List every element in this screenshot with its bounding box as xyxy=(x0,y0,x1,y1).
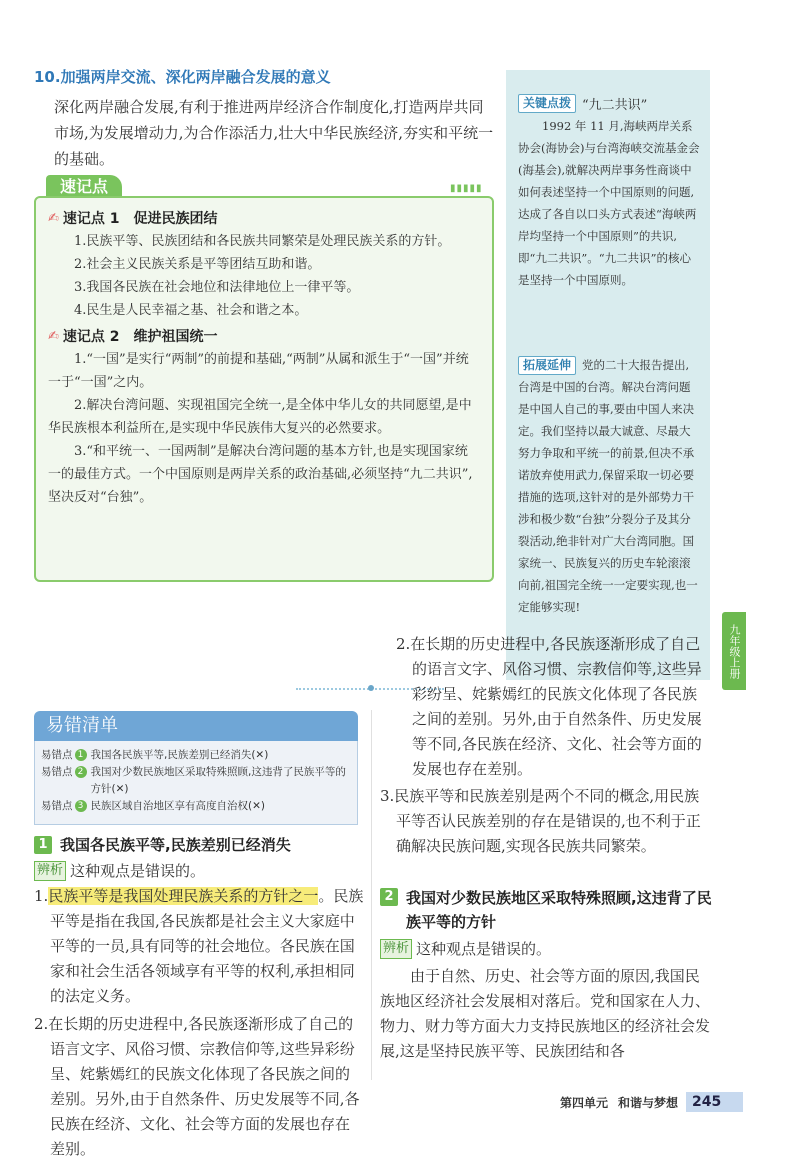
extension-badge: 拓展延伸 xyxy=(518,356,576,375)
error-label: 易错点 xyxy=(41,749,73,761)
key-point-text: 1992 年 11 月,海峡两岸关系协会(海协会)与台湾海峡交流基金会(海基会),就解决两岸事务性商谈中如何表述坚持一个中国原则的问题,达成了各自以口头方式表述“海峡两岸均坚持一个中国原则”的共识,即“九二共识”。“九二共识”的核心是坚持一个中国原则。 xyxy=(518,119,700,287)
note-title-1: 促进民族团结 xyxy=(133,211,218,227)
error-item-1-point-2-continued xyxy=(380,635,710,784)
point-text-continued: 2.在长期的历史进程中,各民族逐渐形成了自己的语言文字、风俗习惯、宗教信仰等,这些异彩纷呈、姹紫嫣红的民族文化体现了各民族之间的差别。另外,由于自然条件、历史发展等不同,各民族在经济、文化、社会等方面的发展也存在差别。 xyxy=(396,635,702,778)
extension-text: 党的二十大报告提出,台湾是中国的台湾。解决台湾问题是中国人自己的事,要由中国人来决定。我们坚持以最大诚意、尽最大努力争取和平统一的前景,但决不承诺放弃使用武力,保留采取一切必要措施的选项,这针对的是外部势力干涉和极少数“台独”分裂分子及其分裂活动,绝非针对广大台湾同胞。国家统一、民族复兴的历史车轮滚滚向前,祖国完全统一一定要实现,也一定能够实现! xyxy=(518,358,698,614)
section-body: 深化两岸融合发展,有利于推进两岸经济合作制度化,打造两岸共同市场,为发展增动力,为合作添活力,壮大中华民族经济,夯实和平统一的基础。 xyxy=(54,98,494,168)
item-number-badge: 1 xyxy=(34,836,52,854)
item-number-badge: 2 xyxy=(380,888,398,906)
error-number-badge: 1 xyxy=(75,749,87,761)
note-label-1: 速记点 1 xyxy=(62,211,120,227)
error-text: 民族区域自治地区享有高度自治权(✕) xyxy=(90,800,265,812)
error-item-2-title: 我国对少数民族地区采取特殊照顾,这违背了民族平等的方针 xyxy=(406,889,712,931)
point-prefix: 1. xyxy=(34,887,49,905)
extension-paragraph xyxy=(518,354,700,618)
extension-block xyxy=(518,354,700,618)
note-label-2: 速记点 2 xyxy=(62,329,120,345)
error-text: 我国对少数民族地区采取特殊照顾,这违背了民族平等的方针(✕) xyxy=(90,766,346,795)
error-list-item xyxy=(41,747,351,764)
error-list-box xyxy=(34,741,358,825)
error-label: 易错点 xyxy=(41,766,73,778)
note-item: 2.解决台湾问题、实现祖国完全统一,是全体中华儿女的共同愿望,是中华民族根本利益所在,是实现中华民族伟大复兴的必然要求。 xyxy=(48,398,472,436)
key-point-badge: 关键点拨 xyxy=(518,94,576,113)
analysis-verdict: 这种观点是错误的。 xyxy=(416,940,552,958)
error-item-2-heading xyxy=(380,886,714,934)
error-item-1-analysis xyxy=(34,860,205,882)
notes-box xyxy=(34,196,494,582)
sidebar-panel xyxy=(506,70,710,680)
error-list-title: 易错清单 xyxy=(34,711,358,741)
notes-tab: 速记点 xyxy=(46,175,122,199)
notes-dots-decoration: ▮▮▮▮▮ xyxy=(450,183,483,194)
error-item-1-heading xyxy=(34,834,364,855)
page-number: 245 xyxy=(686,1092,743,1112)
note-item: 2.社会主义民族关系是平等团结互助和谐。 xyxy=(74,257,321,272)
analysis-tag: 辨析 xyxy=(34,861,66,881)
error-label: 易错点 xyxy=(41,800,73,812)
note-marker-icon: ✍ xyxy=(48,328,59,344)
section-title: 10.加强两岸交流、深化两岸融合发展的意义 xyxy=(34,68,331,86)
error-list-item xyxy=(41,798,351,815)
footer-unit-title: 和谐与梦想 xyxy=(618,1095,679,1110)
analysis-tag: 辨析 xyxy=(380,939,412,959)
note-item: 3.“和平统一、一国两制”是解决台湾问题的基本方针,也是实现国家统一的最佳方式。一个中国原则是两岸关系的政治基础,必须坚持“九二共识”,坚决反对“台独”。 xyxy=(48,444,473,505)
error-list-item xyxy=(41,764,351,798)
error-item-2-analysis xyxy=(380,938,551,960)
note-item: 1.“一国”是实行“两制”的前提和基础,“两制”从属和派生于“一国”并统一于“一国”之内。 xyxy=(48,352,469,390)
note-heading-2 xyxy=(48,324,480,348)
column-divider xyxy=(371,710,372,1080)
error-number-badge: 3 xyxy=(75,800,87,812)
error-number-badge: 2 xyxy=(75,766,87,778)
note-item: 1.民族平等、民族团结和各民族共同繁荣是处理民族关系的方针。 xyxy=(74,234,451,249)
separator-center-dot xyxy=(368,685,374,691)
note-item: 4.民生是人民幸福之基、社会和谐之本。 xyxy=(74,303,308,318)
point-text: 2.在长期的历史进程中,各民族逐渐形成了自己的语言文字、风俗习惯、宗教信仰等,这些异彩纷呈、姹紫嫣红的民族文化体现了各民族之间的差别。另外,由于自然条件、历史发展等不同,各民族在经济、文化、社会等方面的发展也存在差别。 xyxy=(34,1015,360,1158)
highlighted-text: 民族平等是我国处理民族关系的方针之一 xyxy=(48,887,319,905)
key-point-block xyxy=(518,94,700,291)
error-item-1-title: 我国各民族平等,民族差别已经消失 xyxy=(60,836,291,854)
analysis-verdict: 这种观点是错误的。 xyxy=(70,862,206,880)
note-marker-icon: ✍ xyxy=(48,210,59,226)
error-item-1-point-1 xyxy=(34,884,364,1009)
note-item: 3.我国各民族在社会地位和法律地位上一律平等。 xyxy=(74,280,360,295)
error-item-1-point-3 xyxy=(380,784,710,859)
grade-side-tab: 九年级上册 xyxy=(722,612,746,690)
error-item-1-point-2 xyxy=(34,1012,364,1158)
footer-unit: 第四单元 xyxy=(560,1095,609,1110)
key-point-title: “九二共识” xyxy=(582,98,648,113)
note-title-2: 维护祖国统一 xyxy=(133,329,218,345)
error-text: 我国各民族平等,民族差别已经消失(✕) xyxy=(90,749,269,761)
point-text: 。民族平等是指在我国,各民族都是社会主义大家庭中平等的一员,具有同等的社会地位。各民族在国家和社会生活各领域享有平等的权利,承担相同的法定义务。 xyxy=(50,887,364,1005)
note-heading-1 xyxy=(48,206,480,230)
point-text: 3.民族平等和民族差别是两个不同的概念,用民族平等否认民族差别的存在是错误的,也不利于正确解决民族问题,实现各民族共同繁荣。 xyxy=(380,787,701,855)
page-footer xyxy=(560,1092,743,1112)
error-item-2-paragraph: 由于自然、历史、社会等方面的原因,我国民族地区经济社会发展相对落后。党和国家在人力、物力、财力等方面大力支持民族地区的经济社会发展,这是坚持民族平等、民族团结和各 xyxy=(380,967,711,1060)
